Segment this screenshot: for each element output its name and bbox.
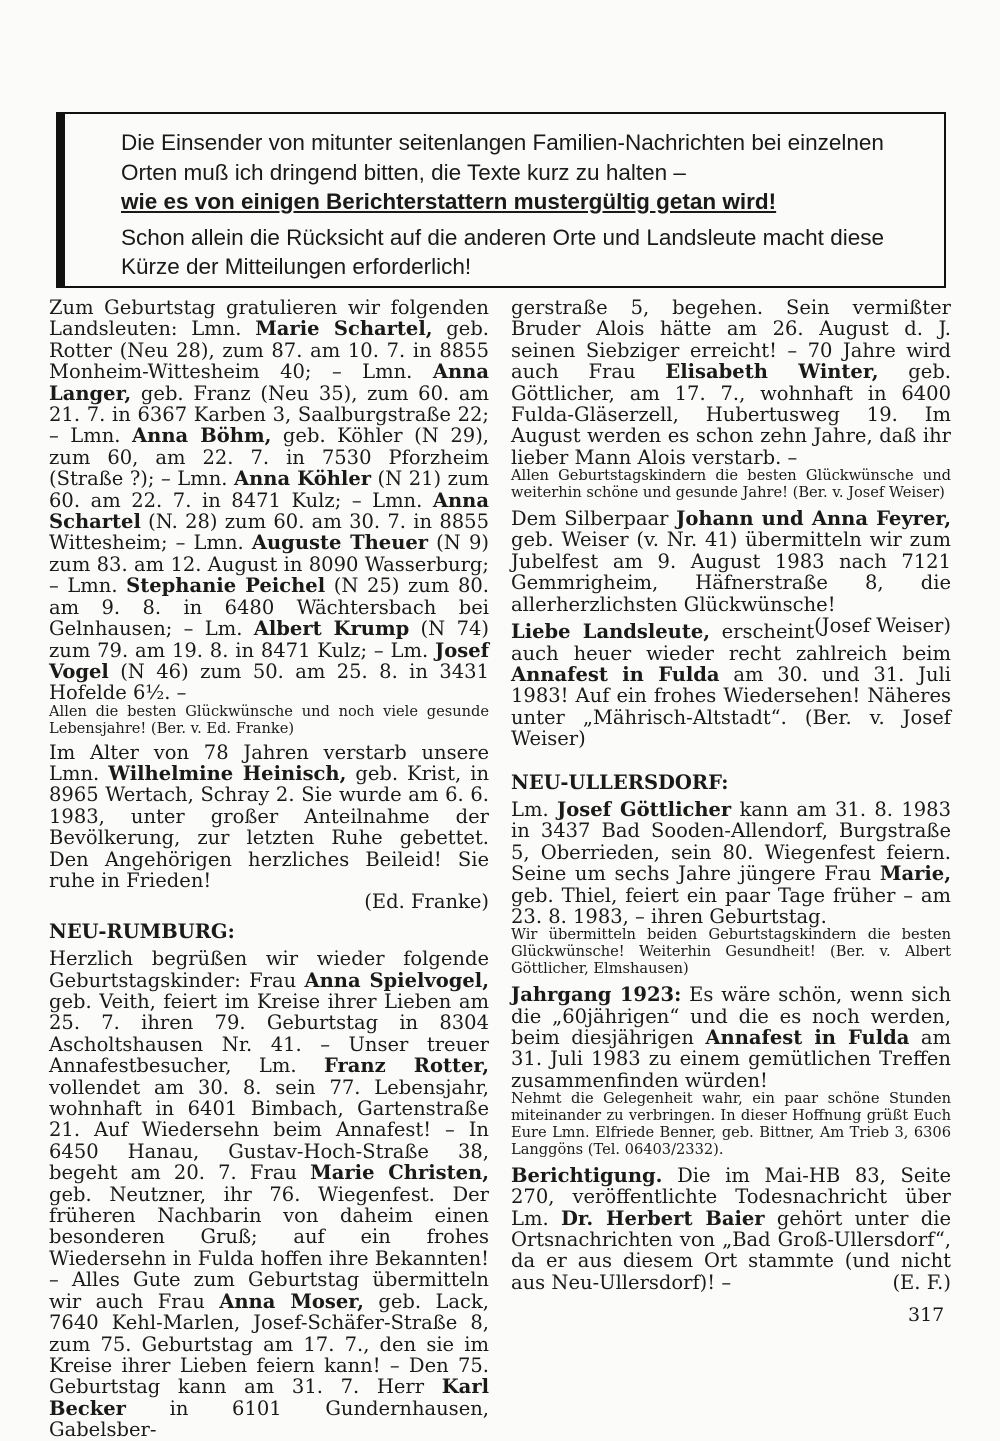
text: erscheint auch heuer wieder recht zahlreich beim xyxy=(511,620,951,665)
name: Franz Rotter, xyxy=(324,1054,490,1078)
text: geb. Rotter (Neu 28), zum 87. am 10. 7. in 8855 Monheim-Wittesheim 40; – Lmn. xyxy=(49,317,489,384)
text: (N 9) zum 83. am 12. August in 8090 Wasserburg; – Lmn. xyxy=(49,531,489,598)
obituary-paragraph xyxy=(49,742,489,892)
text: geb. Köhler (N 29), zum 60, am 22. 7. in 7530 Pforzheim (Straße ?); – Lmn. xyxy=(49,424,489,491)
jahrgang-note-small: Nehmt die Gelegenheit wahr, ein paar schöne Stunden miteinander zu verbringen. In dieser Hoffnung grüßt Euch Eure Lmn. Elfriede Benner, geb. Bittner, Am Trieb 3, 6306 Langgöns (Tel. 06403/2332). xyxy=(511,1090,951,1158)
text: Dem Silberpaar xyxy=(511,507,669,531)
text: am 30. und 31. Juli 1983! Auf ein frohes Wiedersehen! Näheres unter „Mährisch-Altstadt“. (Ber. v. Josef Weiser) xyxy=(511,662,951,751)
text: (N 46) zum 50. am 25. 8. in 3431 Hofelde 6½. – xyxy=(49,659,489,705)
text: am 31. Juli 1983 zu einem gemütlichen Treffen zusammenfinden würden! xyxy=(511,1025,952,1092)
text: (N 21) zum 60. am 22. 7. in 8471 Kulz; – Lmn. xyxy=(49,467,490,512)
name: Dr. Herbert Baier xyxy=(560,1206,765,1230)
text: geb. Krist, in 8965 Wertach, Schray 2. Sie wurde am 6. 6. 1983, unter großer Anteilnahme der Bevölkerung, zur letzten Ruhe gebettet. Den Angehörigen herzliches Beileid! Sie ruhe in Frieden! xyxy=(49,761,489,892)
name: Elisabeth Winter, xyxy=(665,360,879,384)
obituary-signature: (Ed. Franke) xyxy=(364,890,489,914)
name: Anna Böhm, xyxy=(132,424,272,448)
neu-rumburg-paragraph xyxy=(49,948,489,1440)
name: Annafest in Fulda xyxy=(705,1025,910,1049)
section-heading-neu-rumburg: NEU-RUMBURG: xyxy=(49,919,235,943)
notice-text xyxy=(121,128,914,282)
text: geb. Franz (Neu 35), zum 60. am 21. 7. in 6367 Karben 3, Saalburgstraße 22; – Lmn. xyxy=(49,381,489,448)
name: Anna Spielvogel, xyxy=(304,968,489,992)
text: in 6101 Gundernhausen, Gabelsber- xyxy=(49,1396,489,1441)
notice-emphasis: wie es von einigen Berichterstattern mustergültig getan wird! xyxy=(121,189,777,214)
name: Wilhelmine Heinisch, xyxy=(108,761,347,785)
text: Lm. xyxy=(511,797,549,821)
left-column xyxy=(49,297,489,1441)
notice-line-3: Schon allein die Rücksicht auf die anderen Orte und Landsleute macht diese Kürze der Mitteilungen erforderlich! xyxy=(121,224,884,279)
name: Josef Vogel xyxy=(49,638,489,683)
text: vollendet am 30. 8. sein 77. Lebensjahr, wohnhaft in 6401 Bimbach, Gartenstraße 21. Auf Wiedersehn beim Annafest! – In 6450 Hanau, Gustav-Hoch-Straße 38, begeht am 20. 7. Frau xyxy=(49,1075,489,1185)
page-number: 317 xyxy=(908,1304,945,1326)
neu-ullersdorf-greeting-small: Wir übermitteln beiden Geburtstagskindern die besten Glückwünsche! Weiterhin Gesundheit! (Ber. v. Albert Göttlicher, Elmshausen) xyxy=(511,926,951,978)
text: geb. Weiser (v. Nr. 41) übermitteln wir zum Jubelfest am 9. August 1983 nach 7121 Gemmrigheim, Häfnerstraße 8, die allerherzlichsten Glückwünsche! xyxy=(511,528,951,616)
signature: (Josef Weiser) xyxy=(814,614,951,638)
editor-notice-box xyxy=(56,112,946,288)
name: Marie, xyxy=(879,862,951,886)
text: Herzlich begrüßen wir wieder folgende Geburtstagskinder: Frau xyxy=(49,947,489,992)
name: Annafest in Fulda xyxy=(511,662,720,686)
name: Anna Schartel xyxy=(49,488,489,534)
name: Marie Schartel, xyxy=(255,317,433,341)
text: gehört unter die Ortsnachrichten von „Bad Groß-Ullersdorf“, da er aus diesem Ort stammte (und nicht aus Neu-Ullersdorf)! – xyxy=(511,1206,951,1294)
name: Jahrgang 1923: xyxy=(511,983,682,1007)
correction-paragraph xyxy=(511,1165,951,1293)
continuation-paragraph xyxy=(511,297,951,468)
text: geb. Neutzner, ihr 76. Wiegenfest. Der früheren Nachbarin von daheim einen besonderen Gruß; auf ein frohes Wiedersehn in Fulda hoffen ihre Bekannten! – Alles Gute zum Geburtstag übermitteln wir auch Frau xyxy=(49,1182,489,1313)
right-column xyxy=(511,297,951,1293)
text: geb. Göttlicher, am 17. 7., wohnhaft in 6400 Fulda-Gläserzell, Hubertusweg 19. Im August werden es schon zehn Jahre, daß ihr lieber Mann Alois verstarb. – xyxy=(511,360,952,469)
text: Es wäre schön, wenn sich die „60jährigen“ und die es noch werden, beim diesjährigen xyxy=(511,983,951,1049)
text: (N. 28) zum 60. am 30. 7. in 8855 Wittesheim; – Lmn. xyxy=(49,510,489,555)
text: kann am 31. 8. 1983 in 3437 Bad Sooden-Allendorf, Burgstraße 5, Oberrieden, sein 80. Wiegenfest feiern. Seine um sechs Jahre jüngere Frau xyxy=(511,797,952,886)
neu-ullersdorf-paragraph xyxy=(511,799,951,927)
name: Anna Moser, xyxy=(219,1289,364,1313)
text: geb. Veith, feiert im Kreise ihrer Lieben am 25. 7. ihren 79. Geburtstag in 8304 Ascholtshausen Nr. 41. – Unser treuer Annafestbesucher, Lm. xyxy=(49,990,489,1078)
text: geb. Thiel, feiert ein paar Tage früher – am 23. 8. 1983, – ihren Geburtstag. xyxy=(511,883,951,928)
name: Anna Langer, xyxy=(49,360,489,405)
name: Josef Göttlicher xyxy=(557,797,732,821)
text: (N 74) zum 79. am 19. 8. in 8471 Kulz; – Lm. xyxy=(49,617,489,662)
name: Johann und Anna Feyrer, xyxy=(676,507,951,531)
section-heading-neu-ullersdorf: NEU-ULLERSDORF: xyxy=(511,770,729,794)
text: geb. Lack, 7640 Kehl-Marlen, Josef-Schäfer-Straße 8, zum 75. Geburtstag am 17. 7., den sie im Kreise ihrer Lieben feiern kann! – Den 75. Geburtstag kann am 31. 7. Herr xyxy=(49,1289,489,1399)
signature: (E. F.) xyxy=(892,1270,951,1294)
text: Im Alter von 78 Jahren verstarb unsere Lmn. xyxy=(49,740,489,785)
text: gerstraße 5, begehen. Sein vermißter Bruder Alois hätte am 26. August d. J. seinen Siebziger erreicht! – 70 Jahre wird auch Frau xyxy=(511,296,951,384)
jahrgang-paragraph xyxy=(511,984,951,1091)
name: Stephanie Peichel xyxy=(126,574,326,598)
name: Karl Becker xyxy=(49,1375,489,1420)
text: Zum Geburtstag gratulieren wir folgenden Landsleuten: Lmn. xyxy=(49,296,489,341)
annafest-paragraph xyxy=(511,621,951,749)
name: Auguste Theuer xyxy=(251,531,429,555)
birthday-paragraph xyxy=(49,297,489,704)
notice-line-1: Die Einsender von mitunter seitenlangen Familien-Nachrichten bei einzelnen Orten muß ich dringend bitten, die Texte kurz zu halten – xyxy=(121,130,884,185)
name: Liebe Landsleute, xyxy=(511,620,711,644)
continuation-greeting-small: Allen Geburtstagskindern die besten Glückwünsche und weiterhin schöne und gesunde Jahre! (Ber. v. Josef Weiser) xyxy=(511,467,951,502)
name: Berichtigung. xyxy=(511,1163,663,1187)
text: Die im Mai-HB 83, Seite 270, veröffentlichte Todesnachricht über Lm. xyxy=(511,1163,951,1230)
birthday-greeting-small: Allen die besten Glückwünsche und noch viele gesunde Lebensjahre! (Ber. v. Ed. Franke) xyxy=(49,702,489,737)
name: Anna Köhler xyxy=(234,467,372,491)
text: (N 25) zum 80. am 9. 8. in 6480 Wächtersbach bei Gelnhausen; – Lm. xyxy=(49,574,489,641)
name: Marie Christen, xyxy=(310,1161,489,1185)
name: Albert Krump xyxy=(253,617,410,641)
